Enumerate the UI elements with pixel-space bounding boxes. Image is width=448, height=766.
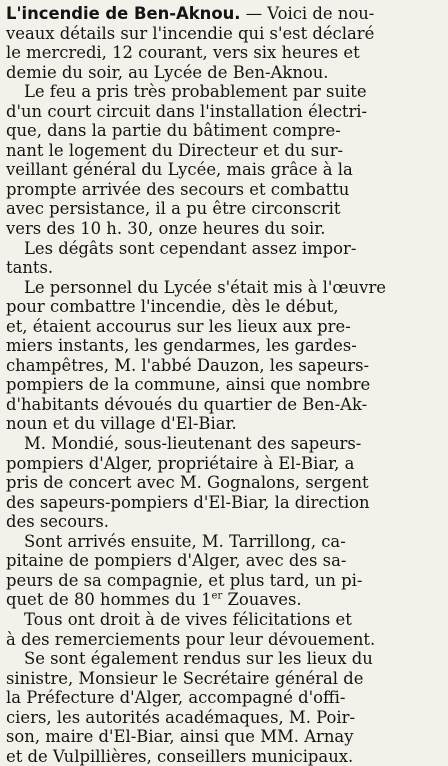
- text-segment: que, dans la partie du bâtiment compre-: [6, 121, 341, 141]
- text-segment: à des remerciements pour leur dévouement.: [6, 629, 376, 649]
- article-paragraph: [6, 532, 442, 610]
- text-segment: Sont arrivés ensuite, M. Tarrillong, ca-: [24, 531, 346, 551]
- text-segment: sinistre, Monsieur le Secrétaire général de: [6, 668, 364, 688]
- text-segment: ciers, les autorités académaques, M. Poir-: [6, 707, 355, 727]
- article-paragraph: [6, 610, 442, 649]
- text-segment: peurs de sa compagnie, et plus tard, un pi-: [6, 570, 363, 590]
- text-line: [6, 551, 442, 571]
- text-segment: pris de concert avec M. Gognalons, sergent: [6, 473, 369, 493]
- text-line: [6, 375, 442, 395]
- text-line: [6, 473, 442, 493]
- text-line: [6, 141, 442, 161]
- text-line: [6, 571, 442, 591]
- text-line: [6, 258, 442, 278]
- text-segment: des sapeurs-pompiers d'El-Biar, la direction: [6, 492, 370, 512]
- text-line: [6, 63, 442, 83]
- text-segment: des secours.: [6, 512, 109, 532]
- text-line: [6, 669, 442, 689]
- text-line: [6, 121, 442, 141]
- article-paragraph: [6, 4, 442, 82]
- text-segment: Tous ont droit à de vives félicitations et: [24, 609, 352, 629]
- superscript: er: [211, 590, 223, 602]
- text-line: [6, 414, 442, 434]
- article-body: [6, 4, 442, 766]
- text-line: [6, 512, 442, 532]
- text-segment: champêtres, M. l'abbé Dauzon, les sapeurs-: [6, 355, 370, 375]
- text-segment: pompiers de la commune, ainsi que nombre: [6, 375, 371, 395]
- text-line: [6, 239, 442, 259]
- text-line: [6, 199, 442, 219]
- text-segment: tants.: [6, 258, 54, 278]
- text-segment: la Préfecture d'Alger, accompagné d'offi-: [6, 688, 346, 708]
- text-segment: et de Vulpillières, conseillers municipaux.: [6, 746, 354, 766]
- text-segment: pitaine de pompiers d'Alger, avec des sa-: [6, 551, 347, 571]
- text-line: [6, 317, 442, 337]
- text-segment: M. Mondié, sous-lieutenant des sapeurs-: [24, 434, 362, 454]
- text-line: [6, 219, 442, 239]
- text-line: [6, 610, 442, 630]
- text-segment: Le feu a pris très probablement par suite: [24, 82, 367, 102]
- text-segment: le mercredi, 12 courant, vers six heures et: [6, 43, 360, 63]
- text-segment: pompiers d'Alger, propriétaire à El-Biar, a: [6, 453, 355, 473]
- text-segment: Le personnel du Lycée s'était mis à l'œuvre: [24, 277, 386, 297]
- article-paragraph: [6, 239, 442, 278]
- text-segment: Zouaves.: [222, 590, 302, 610]
- text-line: [6, 160, 442, 180]
- text-segment: avec persistance, il a pu être circonscrit: [6, 199, 341, 219]
- text-line: [6, 278, 442, 298]
- article-paragraph: [6, 278, 442, 434]
- text-segment: veaux détails sur l'incendie qui s'est déclaré: [6, 23, 375, 43]
- text-segment: noun et du village d'El-Biar.: [6, 414, 237, 434]
- text-line: [6, 43, 442, 63]
- text-segment: miers instants, les gendarmes, les gardes-: [6, 336, 357, 356]
- text-line: [6, 434, 442, 454]
- text-line: [6, 708, 442, 728]
- text-segment: Les dégâts sont cependant assez impor-: [24, 238, 357, 258]
- text-line: [6, 688, 442, 708]
- text-line: [6, 102, 442, 122]
- text-segment: — Voici de nou-: [240, 4, 375, 23]
- text-line: [6, 493, 442, 513]
- article-paragraph: [6, 434, 442, 532]
- text-segment: pour combattre l'incendie, dès le début,: [6, 297, 339, 317]
- text-segment: quet de 80 hommes du 1: [6, 590, 212, 610]
- text-segment: vers des 10 h. 30, onze heures du soir.: [6, 219, 326, 239]
- text-segment: son, maire d'El-Biar, ainsi que MM. Arnay: [6, 727, 354, 747]
- text-line: [6, 532, 442, 552]
- text-segment: veillant général du Lycée, mais grâce à la: [6, 160, 353, 180]
- text-line: [6, 747, 442, 766]
- text-line: [6, 82, 442, 102]
- text-line: [6, 336, 442, 356]
- text-line: [6, 454, 442, 474]
- text-line: [6, 395, 442, 415]
- text-segment: d'habitants dévoués du quartier de Ben-Ak-: [6, 394, 368, 414]
- article-paragraph: [6, 82, 442, 238]
- text-line: [6, 180, 442, 200]
- text-line: [6, 4, 442, 24]
- text-segment: Se sont également rendus sur les lieux du: [24, 649, 373, 669]
- text-line: [6, 630, 442, 650]
- text-segment: prompte arrivée des secours et combattu: [6, 179, 350, 199]
- article-paragraph: [6, 649, 442, 766]
- text-line: [6, 590, 442, 610]
- text-segment: demie du soir, au Lycée de Ben-Aknou.: [6, 62, 329, 82]
- text-line: [6, 649, 442, 669]
- text-line: [6, 24, 442, 44]
- article-headline: L'incendie de Ben-Aknou.: [6, 4, 241, 23]
- text-line: [6, 727, 442, 747]
- text-line: [6, 297, 442, 317]
- text-segment: d'un court circuit dans l'installation électri-: [6, 101, 368, 121]
- text-segment: et, étaient accourus sur les lieux aux pre-: [6, 316, 351, 336]
- text-segment: nant le logement du Directeur et du sur-: [6, 140, 344, 160]
- text-line: [6, 356, 442, 376]
